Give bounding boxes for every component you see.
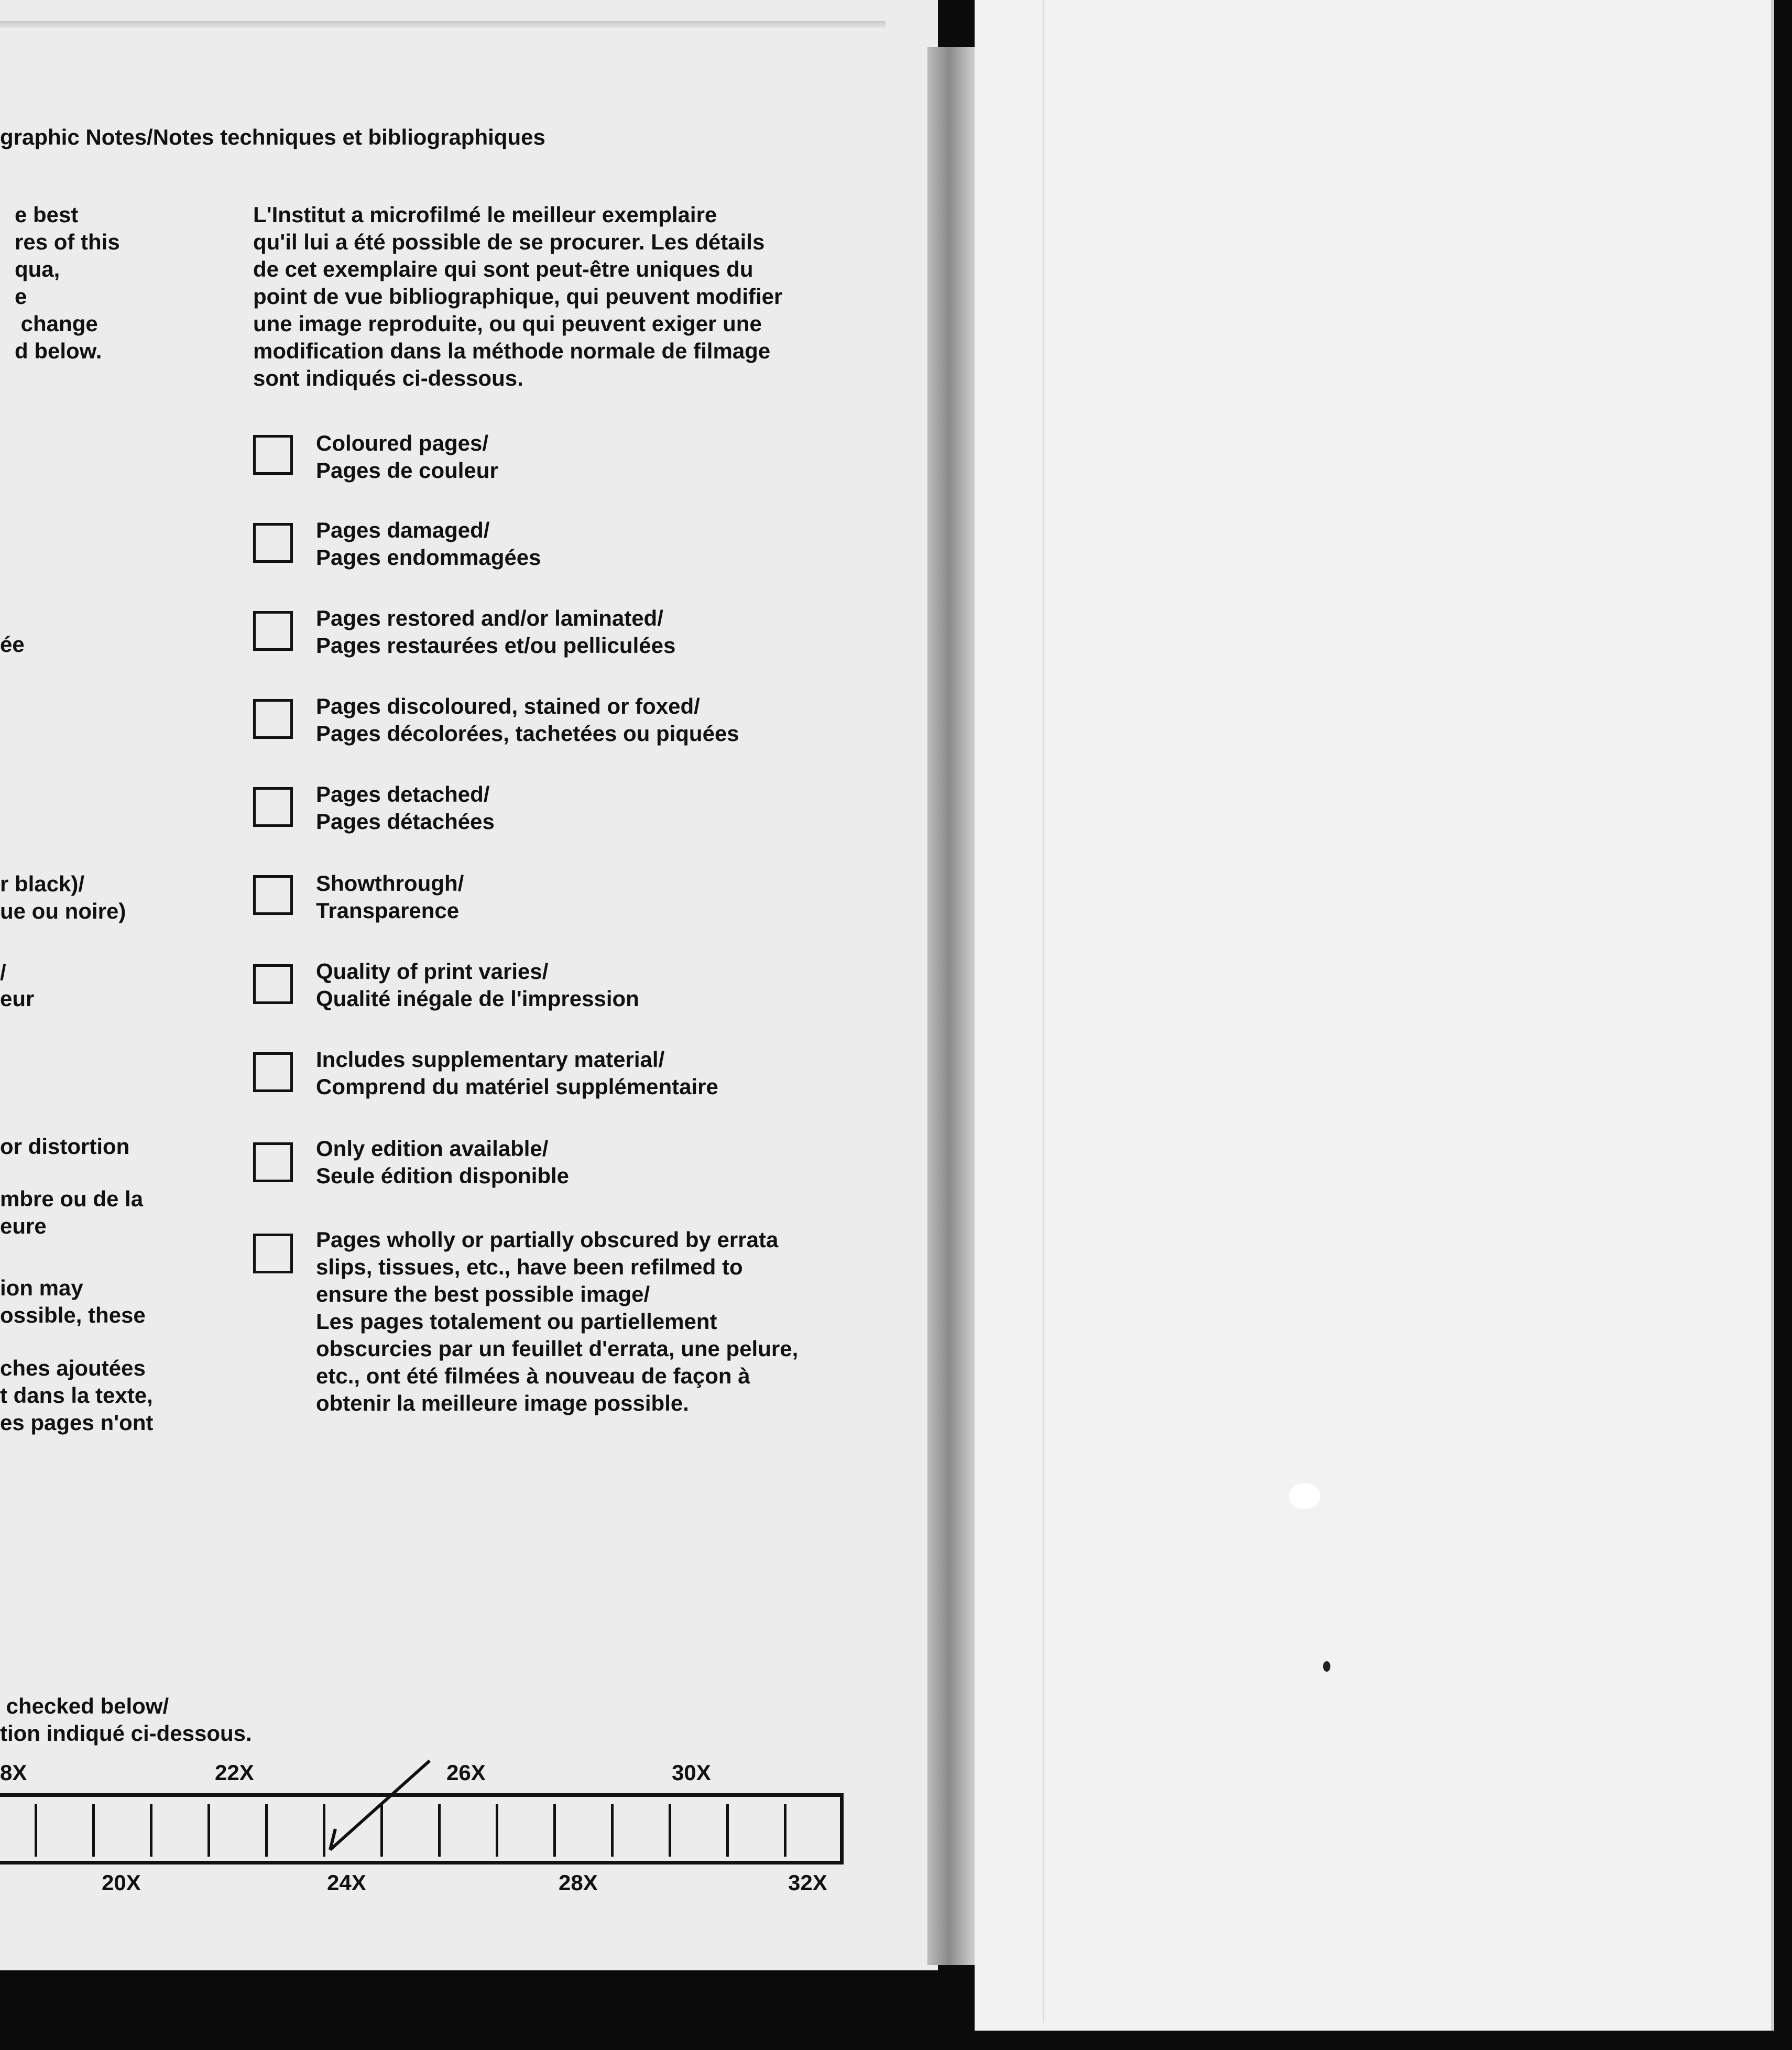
checkbox-pages-damaged[interactable]	[253, 523, 293, 563]
checkbox-label: Pages wholly or partially obscured by errata slips, tissues, etc., have been refilmed to ensure the best possible image/ Les pages totalement ou partiellement obscurcies par un feuillet d'errata, une pelure, etc., ont été filmées à nouveau de façon à obtenir la meilleure image possible.	[316, 1227, 799, 1415]
left-fragment: change	[15, 311, 98, 336]
grid-cell[interactable]	[265, 1804, 268, 1857]
reduction-note-fr: tion indiqué ci-dessous.	[0, 1721, 252, 1746]
checkbox-showthrough[interactable]	[253, 875, 293, 915]
reduction-note-en: checked below/	[0, 1694, 169, 1718]
blank-facing-page	[975, 0, 1774, 2031]
checkbox-label: Pages detached/ Pages détachées	[316, 782, 495, 834]
left-fragment: ches ajoutées	[0, 1356, 146, 1380]
grid-cell[interactable]	[669, 1804, 671, 1857]
checkbox-pages-obscured[interactable]	[253, 1234, 293, 1273]
reduction-label-top: 30X	[672, 1760, 711, 1785]
left-fragment: mbre ou de la	[0, 1186, 144, 1211]
grid-cell[interactable]	[784, 1804, 786, 1857]
grid-cell[interactable]	[553, 1804, 556, 1857]
grid-cell[interactable]	[726, 1804, 729, 1857]
grid-cell[interactable]	[150, 1804, 152, 1857]
reduction-label-bottom: 32X	[788, 1870, 827, 1895]
left-fragment: /	[0, 960, 6, 985]
checkbox-label: Coloured pages/ Pages de couleur	[316, 431, 498, 483]
left-fragment: ue ou noire)	[0, 899, 126, 923]
left-fragment: or distortion	[0, 1134, 130, 1159]
checkbox-label: Showthrough/ Transparence	[316, 871, 464, 923]
reduction-label-bottom: 20X	[102, 1870, 141, 1895]
left-fragment: e	[15, 284, 27, 309]
checkbox-label: Includes supplementary material/ Comprend du matériel supplémentaire	[316, 1047, 718, 1099]
grid-cell[interactable]	[496, 1804, 498, 1857]
reduction-label-top: 8X	[0, 1760, 27, 1785]
left-fragment: ion may	[0, 1275, 83, 1300]
left-fragment: ée	[0, 632, 25, 657]
reduction-label-bottom: 28X	[559, 1870, 598, 1895]
left-fragment: qua,	[15, 257, 60, 281]
reduction-label-top: 22X	[215, 1760, 254, 1785]
checkbox-label: Pages restored and/or laminated/ Pages restaurées et/ou pelliculées	[316, 606, 676, 658]
film-speck	[1323, 1661, 1330, 1672]
left-fragment: eur	[0, 986, 35, 1011]
checkbox-label: Pages discoloured, stained or foxed/ Pages décolorées, tachetées ou piquées	[316, 694, 739, 746]
checkbox-quality-of-print[interactable]	[253, 964, 293, 1004]
checkbox-pages-restored[interactable]	[253, 611, 293, 651]
left-fragment: d below.	[15, 339, 102, 363]
checkmark-icon	[314, 1750, 440, 1876]
left-fragment: res of this	[15, 230, 120, 254]
left-fragment: e best	[15, 202, 79, 227]
page-fold-line	[1043, 0, 1044, 2023]
left-fragment: t dans la texte,	[0, 1383, 153, 1408]
film-speck	[1289, 1483, 1320, 1509]
grid-cell[interactable]	[207, 1804, 210, 1857]
checkbox-pages-discoloured[interactable]	[253, 699, 293, 739]
left-fragment: eure	[0, 1214, 47, 1238]
checkbox-supplementary-material[interactable]	[253, 1052, 293, 1092]
grid-cell[interactable]	[92, 1804, 95, 1857]
checkbox-pages-detached[interactable]	[253, 787, 293, 827]
checkbox-coloured-pages[interactable]	[253, 435, 293, 475]
left-fragment: r black)/	[0, 871, 85, 896]
checkbox-label: Quality of print varies/ Qualité inégale de l'impression	[316, 959, 639, 1011]
binding-shadow	[927, 47, 975, 1965]
grid-cell[interactable]	[611, 1804, 614, 1857]
checkbox-only-edition[interactable]	[253, 1142, 293, 1182]
institute-notice: L'Institut a microfilmé le meilleur exemplaire qu'il lui a été possible de se procurer. Les détails de cet exemplaire qui sont peut-être uniques du point de vue bibliographique, qui peuvent modifier une image reproduite, ou qui peuvent exiger une modification dans la méthode normale de filmage sont indiqués ci-dessous.	[253, 202, 783, 390]
page-title: graphic Notes/Notes techniques et bibliographiques	[0, 125, 545, 149]
left-fragment: ossible, these	[0, 1303, 146, 1327]
grid-cell[interactable]	[35, 1804, 37, 1857]
reduction-label-top: 26X	[446, 1760, 486, 1785]
checkbox-label: Only edition available/ Seule édition disponible	[316, 1136, 570, 1188]
reduction-label-bottom: 24X	[327, 1870, 366, 1895]
checkbox-label: Pages damaged/ Pages endommagées	[316, 518, 541, 570]
page-top-edge	[0, 21, 886, 28]
left-fragment: es pages n'ont	[0, 1410, 154, 1435]
